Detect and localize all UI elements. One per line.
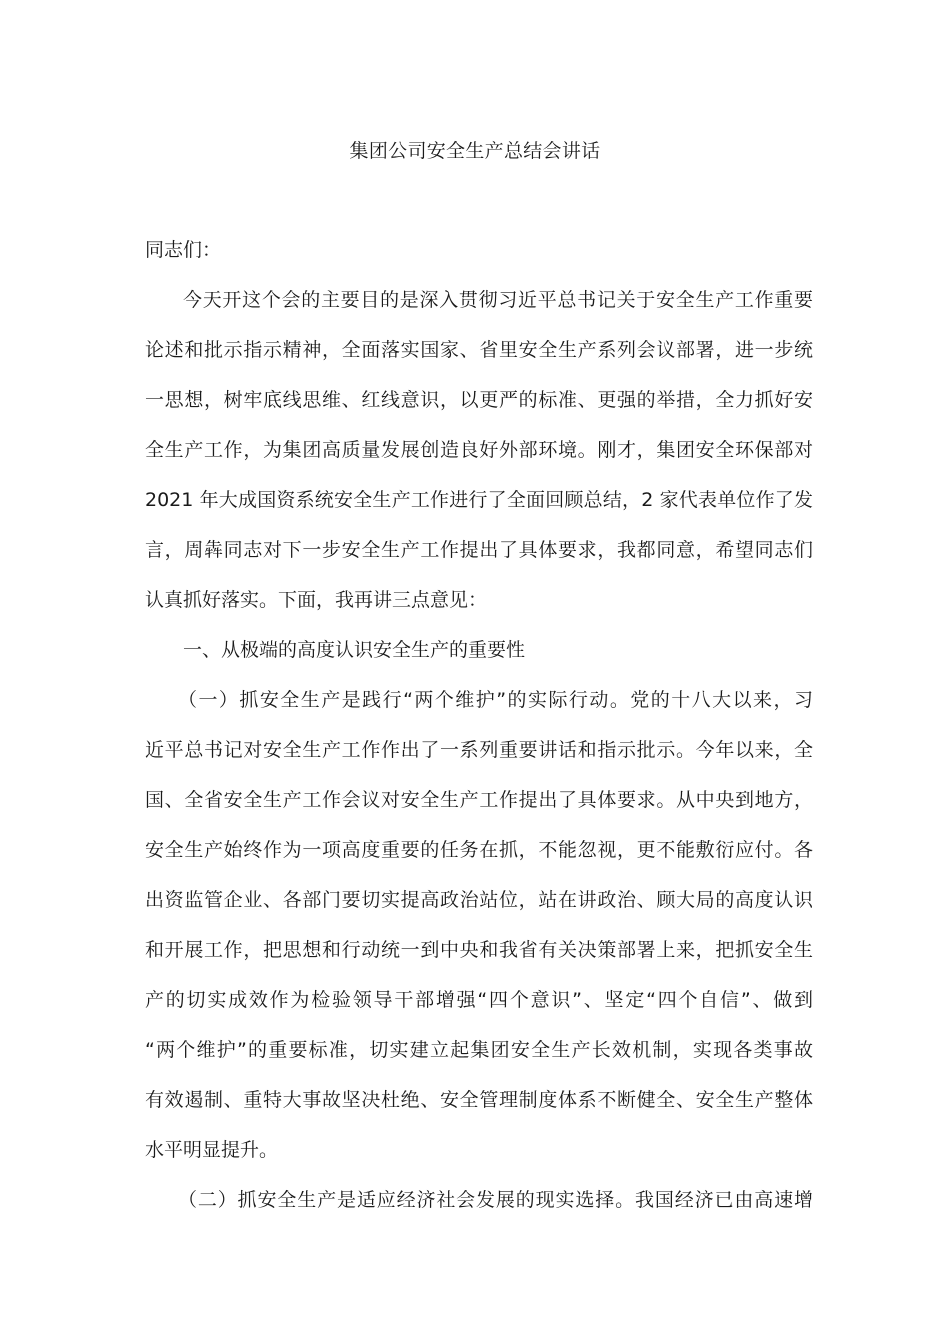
paragraph-line: 全生产工作，为集团高质量发展创造良好外部环境。刚才，集团安全环保部对 (145, 439, 813, 461)
document-title: 集团公司安全生产总结会讲话 (349, 140, 601, 162)
paragraph-line: 有效遏制、重特大事故坚决杜绝、安全管理制度体系不断健全、安全生产整体 (145, 1089, 813, 1111)
salutation-line: 同志们： (145, 239, 222, 261)
paragraph-line: 安全生产始终作为一项高度重要的任务在抓，不能忽视，更不能敷衍应付。各 (145, 839, 813, 861)
paragraph-line: 一思想，树牢底线思维、红线意识，以更严的标准、更强的举措，全力抓好安 (145, 389, 813, 411)
document-body (145, 233, 813, 1233)
paragraph-line: （一）抓安全生产是践行“两个维护”的实际行动。党的十八大以来，习 (178, 689, 813, 711)
paragraph-line: “两个维护”的重要标准，切实建立起集团安全生产长效机制，实现各类事故 (145, 1039, 813, 1061)
paragraph-line: 认真抓好落实。下面，我再讲三点意见： (145, 589, 488, 611)
paragraph-line: 论述和批示指示精神，全面落实国家、省里安全生产系列会议部署，进一步统 (145, 339, 813, 361)
section-heading: 一、从极端的高度认识安全生产的重要性 (183, 639, 526, 661)
paragraph-line: 产的切实成效作为检验领导干部增强“四个意识”、坚定“四个自信”、做到 (145, 989, 813, 1011)
paragraph-line: 今天开这个会的主要目的是深入贯彻习近平总书记关于安全生产工作重要 (183, 289, 813, 311)
paragraph-line: 国、全省安全生产工作会议对安全生产工作提出了具体要求。从中央到地方， (145, 789, 813, 811)
paragraph-line: 和开展工作，把思想和行动统一到中央和我省有关决策部署上来，把抓安全生 (145, 939, 813, 961)
paragraph-line: （二）抓安全生产是适应经济社会发展的现实选择。我国经济已由高速增 (178, 1189, 813, 1211)
paragraph-line: 水平明显提升。 (145, 1139, 279, 1161)
paragraph-line: 2021 年大成国资系统安全生产工作进行了全面回顾总结，2 家代表单位作了发 (145, 489, 813, 511)
paragraph-line: 言，周犇同志对下一步安全生产工作提出了具体要求，我都同意，希望同志们 (145, 539, 813, 561)
paragraph-line: 近平总书记对安全生产工作作出了一系列重要讲话和指示批示。今年以来，全 (145, 739, 813, 761)
paragraph-line: 出资监管企业、各部门要切实提高政治站位，站在讲政治、顾大局的高度认识 (145, 889, 813, 911)
